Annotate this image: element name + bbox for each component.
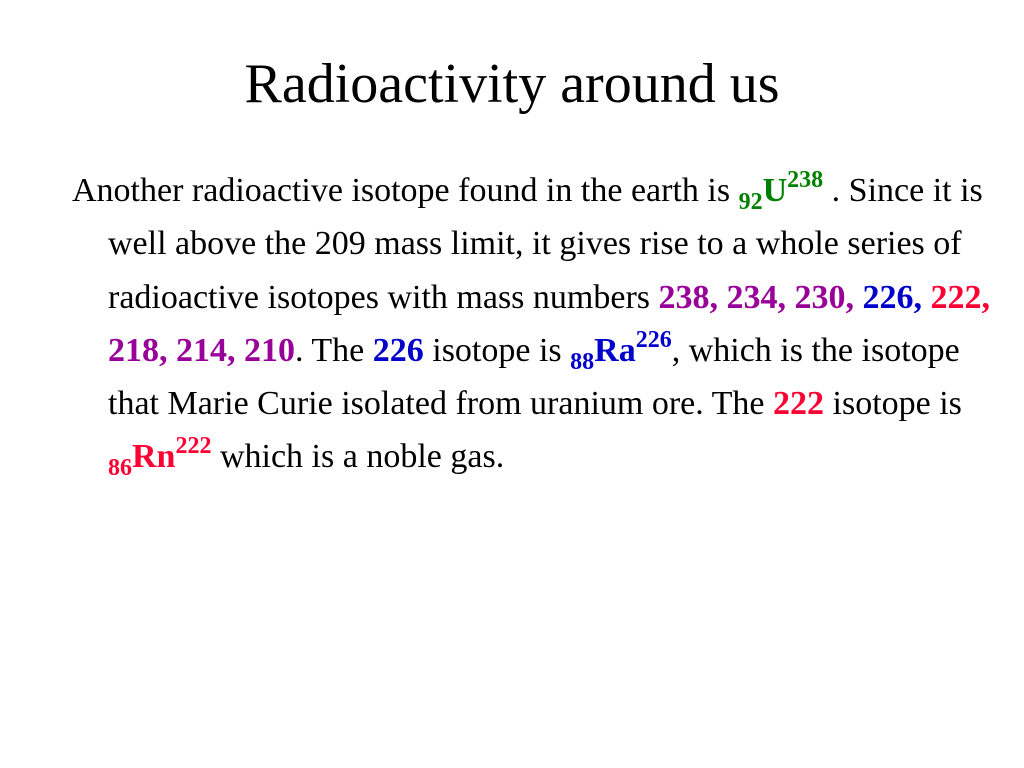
radium-mass-reference: 226 (372, 331, 424, 369)
mass-218: 218, (108, 331, 168, 369)
mass-234: 234, (726, 278, 787, 316)
uranium-symbol: U (762, 172, 788, 209)
mass-222: 222, (930, 278, 991, 316)
slide-body-paragraph (72, 164, 1008, 484)
slide-title: Radioactivity around us (244, 53, 780, 115)
text-segment: isotope is (423, 331, 571, 369)
text-segment: . The (295, 331, 373, 369)
text-segment: . Since it is well above the 209 mass limit, it gives rise to a whole series of radioactive isotopes with mass numbers (108, 172, 983, 316)
radon-atomic-number: 86 (108, 455, 132, 482)
text-segment: which is a noble gas. (211, 438, 505, 476)
mass-226: 226, (862, 278, 923, 316)
radon-notation (108, 433, 212, 482)
uranium-notation (738, 167, 824, 215)
text-segment: Another radioactive isotope found in the earth is (72, 172, 731, 209)
mass-210: 210 (244, 331, 295, 369)
text-segment: isotope is (824, 385, 962, 423)
radon-mass-number: 222 (175, 433, 212, 460)
radium-notation (570, 326, 672, 375)
uranium-atomic-number: 92 (738, 189, 763, 215)
radium-mass-number: 226 (635, 326, 672, 353)
text-segment: , which is the isotope that Marie Curie isolated from uranium ore. The (108, 331, 960, 423)
mass-230: 230, (794, 278, 855, 316)
radon-symbol: Rn (132, 438, 176, 476)
mass-238: 238, (658, 278, 719, 316)
radon-mass-reference: 222 (773, 385, 825, 423)
radium-symbol: Ra (594, 331, 636, 369)
radium-atomic-number: 88 (570, 348, 595, 375)
uranium-mass-number: 238 (787, 167, 824, 193)
mass-214: 214, (176, 331, 236, 369)
